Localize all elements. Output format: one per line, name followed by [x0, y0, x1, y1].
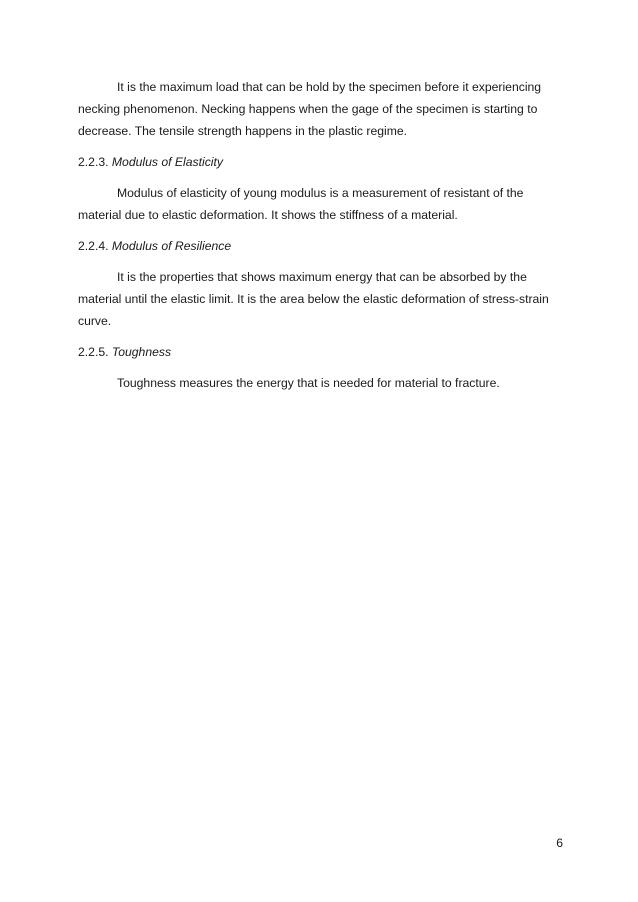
- modulus-of-resilience-paragraph: It is the properties that shows maximum energy that can be absorbed by the material until the elastic limit. It is the area below the elastic deformation of stress-strain curve.: [78, 270, 549, 328]
- section-number: 2.2.5.: [78, 345, 109, 359]
- modulus-of-elasticity-paragraph: Modulus of elasticity of young modulus is a measurement of resistant of the material due to elastic deformation. It shows the stiffness of a material.: [78, 186, 524, 222]
- section-heading-toughness: [78, 341, 564, 363]
- section-title: Toughness: [111, 345, 172, 359]
- section-title: Modulus of Resilience: [111, 239, 232, 253]
- section-number: 2.2.3.: [78, 155, 109, 169]
- page-number: 6: [556, 836, 563, 850]
- toughness-paragraph: Toughness measures the energy that is needed for material to fracture.: [117, 376, 500, 390]
- page-content: [78, 76, 564, 403]
- tensile-strength-paragraph: It is the maximum load that can be hold by the specimen before it experiencing necking phenomenon. Necking happens when the gage of the specimen is starting to decrease. The tensile strength happens in the plastic regime.: [78, 80, 542, 138]
- section-heading-modulus-of-elasticity: [78, 151, 564, 173]
- section-heading-modulus-of-resilience: [78, 235, 564, 257]
- section-number: 2.2.4.: [78, 239, 109, 253]
- section-title: Modulus of Elasticity: [111, 155, 223, 169]
